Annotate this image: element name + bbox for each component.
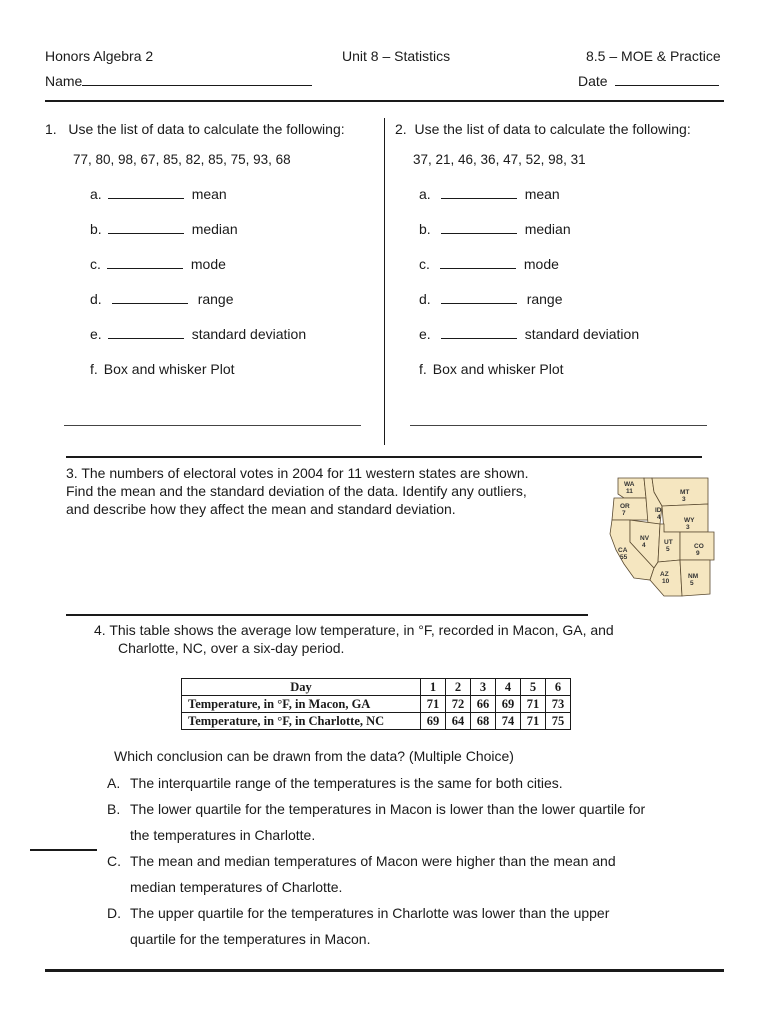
problem4-line1: 4. This table shows the average low temperature, in °F, recorded in Macon, GA, and	[94, 622, 614, 638]
table-cell: 72	[446, 696, 471, 713]
map-state-or	[612, 498, 648, 520]
item-letter: b.	[419, 221, 431, 237]
map-state-abbr: CA	[618, 547, 628, 554]
item-letter: a.	[90, 186, 102, 202]
course-title: Honors Algebra 2	[45, 48, 154, 64]
table-header-day: Day	[182, 679, 421, 696]
map-state-votes: 3	[686, 524, 690, 531]
choice-text: The upper quartile for the temperatures in Charlotte was lower than the upper	[130, 905, 610, 921]
problem3-line1: 3. The numbers of electoral votes in 2004 for 11 western states are shown.	[66, 465, 529, 481]
name-blank[interactable]	[82, 73, 312, 86]
name-label: Name	[45, 73, 83, 89]
map-state-votes: 5	[690, 580, 694, 587]
table-cell: 64	[446, 713, 471, 730]
item-label: range	[197, 291, 234, 307]
item-label: mean	[524, 186, 560, 202]
map-state-abbr: UT	[664, 539, 673, 546]
table-cell: 68	[471, 713, 496, 730]
map-state-votes: 4	[642, 542, 646, 549]
item-label: standard deviation	[191, 326, 307, 342]
answer-blank[interactable]	[107, 256, 183, 269]
choice-text: quartile for the temperatures in Macon.	[130, 931, 371, 947]
problem1-prompt	[45, 121, 345, 138]
problem4-question: Which conclusion can be drawn from the data? (Multiple Choice)	[114, 748, 514, 764]
choice-text: the temperatures in Charlotte.	[130, 827, 316, 843]
map-state-votes: 10	[662, 578, 670, 585]
problem4-line2: Charlotte, NC, over a six-day period.	[118, 640, 345, 656]
table-row-label: Temperature, in °F, in Charlotte, NC	[182, 713, 421, 730]
table-day: 6	[546, 679, 571, 696]
section-title: 8.5 – MOE & Practice	[586, 48, 721, 64]
map-state-abbr: NV	[640, 535, 650, 542]
answer-blank[interactable]	[108, 186, 184, 199]
map-state-votes: 11	[626, 488, 633, 495]
problem2-item	[419, 291, 563, 308]
table-day: 5	[521, 679, 546, 696]
temperature-table	[181, 678, 571, 730]
answer-blank[interactable]	[112, 291, 188, 304]
answer-blank[interactable]	[108, 326, 184, 339]
table-cell: 71	[521, 696, 546, 713]
choice-letter: D.	[107, 905, 121, 921]
item-letter: b.	[90, 221, 102, 237]
table-cell: 69	[421, 713, 446, 730]
answer-blank[interactable]	[441, 326, 517, 339]
item-letter: d.	[419, 291, 431, 307]
item-label: median	[191, 221, 238, 237]
section-divider-3	[66, 456, 702, 458]
map-state-abbr: NM	[688, 573, 699, 580]
map-state-abbr: WY	[684, 517, 695, 524]
problem1-item	[90, 186, 227, 203]
problem1-item	[90, 326, 306, 343]
table-row-label: Temperature, in °F, in Macon, GA	[182, 696, 421, 713]
item-label: standard deviation	[524, 326, 640, 342]
map-state-abbr: CO	[694, 543, 704, 550]
choice-text: The lower quartile for the temperatures in Macon is lower than the lower quartile for	[130, 801, 646, 817]
problem1-item	[90, 221, 238, 238]
item-letter: f.	[419, 361, 427, 377]
section-divider-4	[66, 614, 588, 616]
table-header-row	[182, 679, 571, 696]
table-day: 1	[421, 679, 446, 696]
map-state-abbr: ID	[655, 507, 662, 514]
date-field[interactable]	[578, 73, 719, 90]
item-letter: e.	[90, 326, 102, 342]
table-row	[182, 713, 571, 730]
item-label: median	[524, 221, 571, 237]
answer-blank[interactable]	[441, 221, 517, 234]
problem2-prompt	[395, 121, 691, 138]
problem1-item	[90, 256, 226, 273]
item-label: mode	[523, 256, 559, 272]
answer-blank[interactable]	[30, 849, 97, 851]
map-state-votes: 3	[682, 496, 686, 503]
table-cell: 73	[546, 696, 571, 713]
map-state-votes: 5	[666, 546, 670, 553]
table-cell: 71	[521, 713, 546, 730]
item-letter: c.	[419, 256, 430, 272]
choice-text: The interquartile range of the temperatures is the same for both cities.	[130, 775, 563, 791]
table-row	[182, 696, 571, 713]
item-letter: a.	[419, 186, 431, 202]
map-state-votes: 7	[622, 510, 626, 517]
date-blank[interactable]	[615, 73, 719, 86]
table-cell: 66	[471, 696, 496, 713]
problem2-item	[419, 186, 560, 203]
problem1-prompt-text: Use the list of data to calculate the following:	[68, 121, 345, 137]
choice-letter: B.	[107, 801, 121, 817]
problem2-item	[419, 221, 571, 238]
problem2-answer-line[interactable]	[410, 425, 707, 426]
answer-blank[interactable]	[108, 221, 184, 234]
choice-letter: C.	[107, 853, 121, 869]
problem2-prompt-text: Use the list of data to calculate the following:	[414, 121, 691, 137]
problem2-item	[419, 326, 639, 343]
problem1-item	[90, 361, 235, 378]
footer-divider	[45, 969, 724, 972]
map-state-votes: 55	[620, 554, 628, 561]
table-cell: 74	[496, 713, 521, 730]
map-state-abbr: MT	[680, 489, 690, 496]
problem1-number: 1.	[45, 121, 57, 137]
problem2-item	[419, 256, 559, 273]
map-state-votes: 4	[657, 514, 661, 521]
item-label: range	[526, 291, 563, 307]
item-letter: c.	[90, 256, 101, 272]
table-day: 2	[446, 679, 471, 696]
map-state-abbr: OR	[620, 503, 630, 510]
name-field[interactable]	[45, 73, 312, 90]
item-letter: e.	[419, 326, 431, 342]
table-cell: 71	[421, 696, 446, 713]
header-divider	[45, 100, 724, 102]
table-cell: 75	[546, 713, 571, 730]
table-day: 4	[496, 679, 521, 696]
problem2-data: 37, 21, 46, 36, 47, 52, 98, 31	[413, 152, 586, 167]
map-state-abbr: AZ	[660, 571, 669, 578]
problem2-number: 2.	[395, 121, 407, 137]
answer-blank[interactable]	[441, 186, 517, 199]
item-label: Box and whisker Plot	[103, 361, 235, 377]
item-letter: f.	[90, 361, 98, 377]
problem1-answer-line[interactable]	[64, 425, 361, 426]
choice-text: The mean and median temperatures of Macon were higher than the mean and	[130, 853, 616, 869]
problem3-line3: and describe how they affect the mean and standard deviation.	[66, 501, 456, 517]
answer-blank[interactable]	[440, 256, 516, 269]
table-day: 3	[471, 679, 496, 696]
item-label: Box and whisker Plot	[432, 361, 564, 377]
item-label: mean	[191, 186, 227, 202]
column-divider	[384, 118, 385, 445]
unit-title: Unit 8 – Statistics	[342, 48, 451, 64]
problem2-item	[419, 361, 564, 378]
item-letter: d.	[90, 291, 102, 307]
map-state-votes: 9	[696, 550, 700, 557]
choice-letter: A.	[107, 775, 121, 791]
item-label: mode	[190, 256, 226, 272]
western-states-map	[604, 472, 722, 600]
temperature-table-wrap	[181, 678, 571, 730]
problem1-item	[90, 291, 234, 308]
answer-blank[interactable]	[441, 291, 517, 304]
date-label: Date	[578, 73, 608, 89]
choice-text: median temperatures of Charlotte.	[130, 879, 343, 895]
problem1-data: 77, 80, 98, 67, 85, 82, 85, 75, 93, 68	[73, 152, 291, 167]
problem3-line2: Find the mean and the standard deviation of the data. Identify any outliers,	[66, 483, 527, 499]
table-cell: 69	[496, 696, 521, 713]
map-state-abbr: WA	[624, 481, 635, 488]
